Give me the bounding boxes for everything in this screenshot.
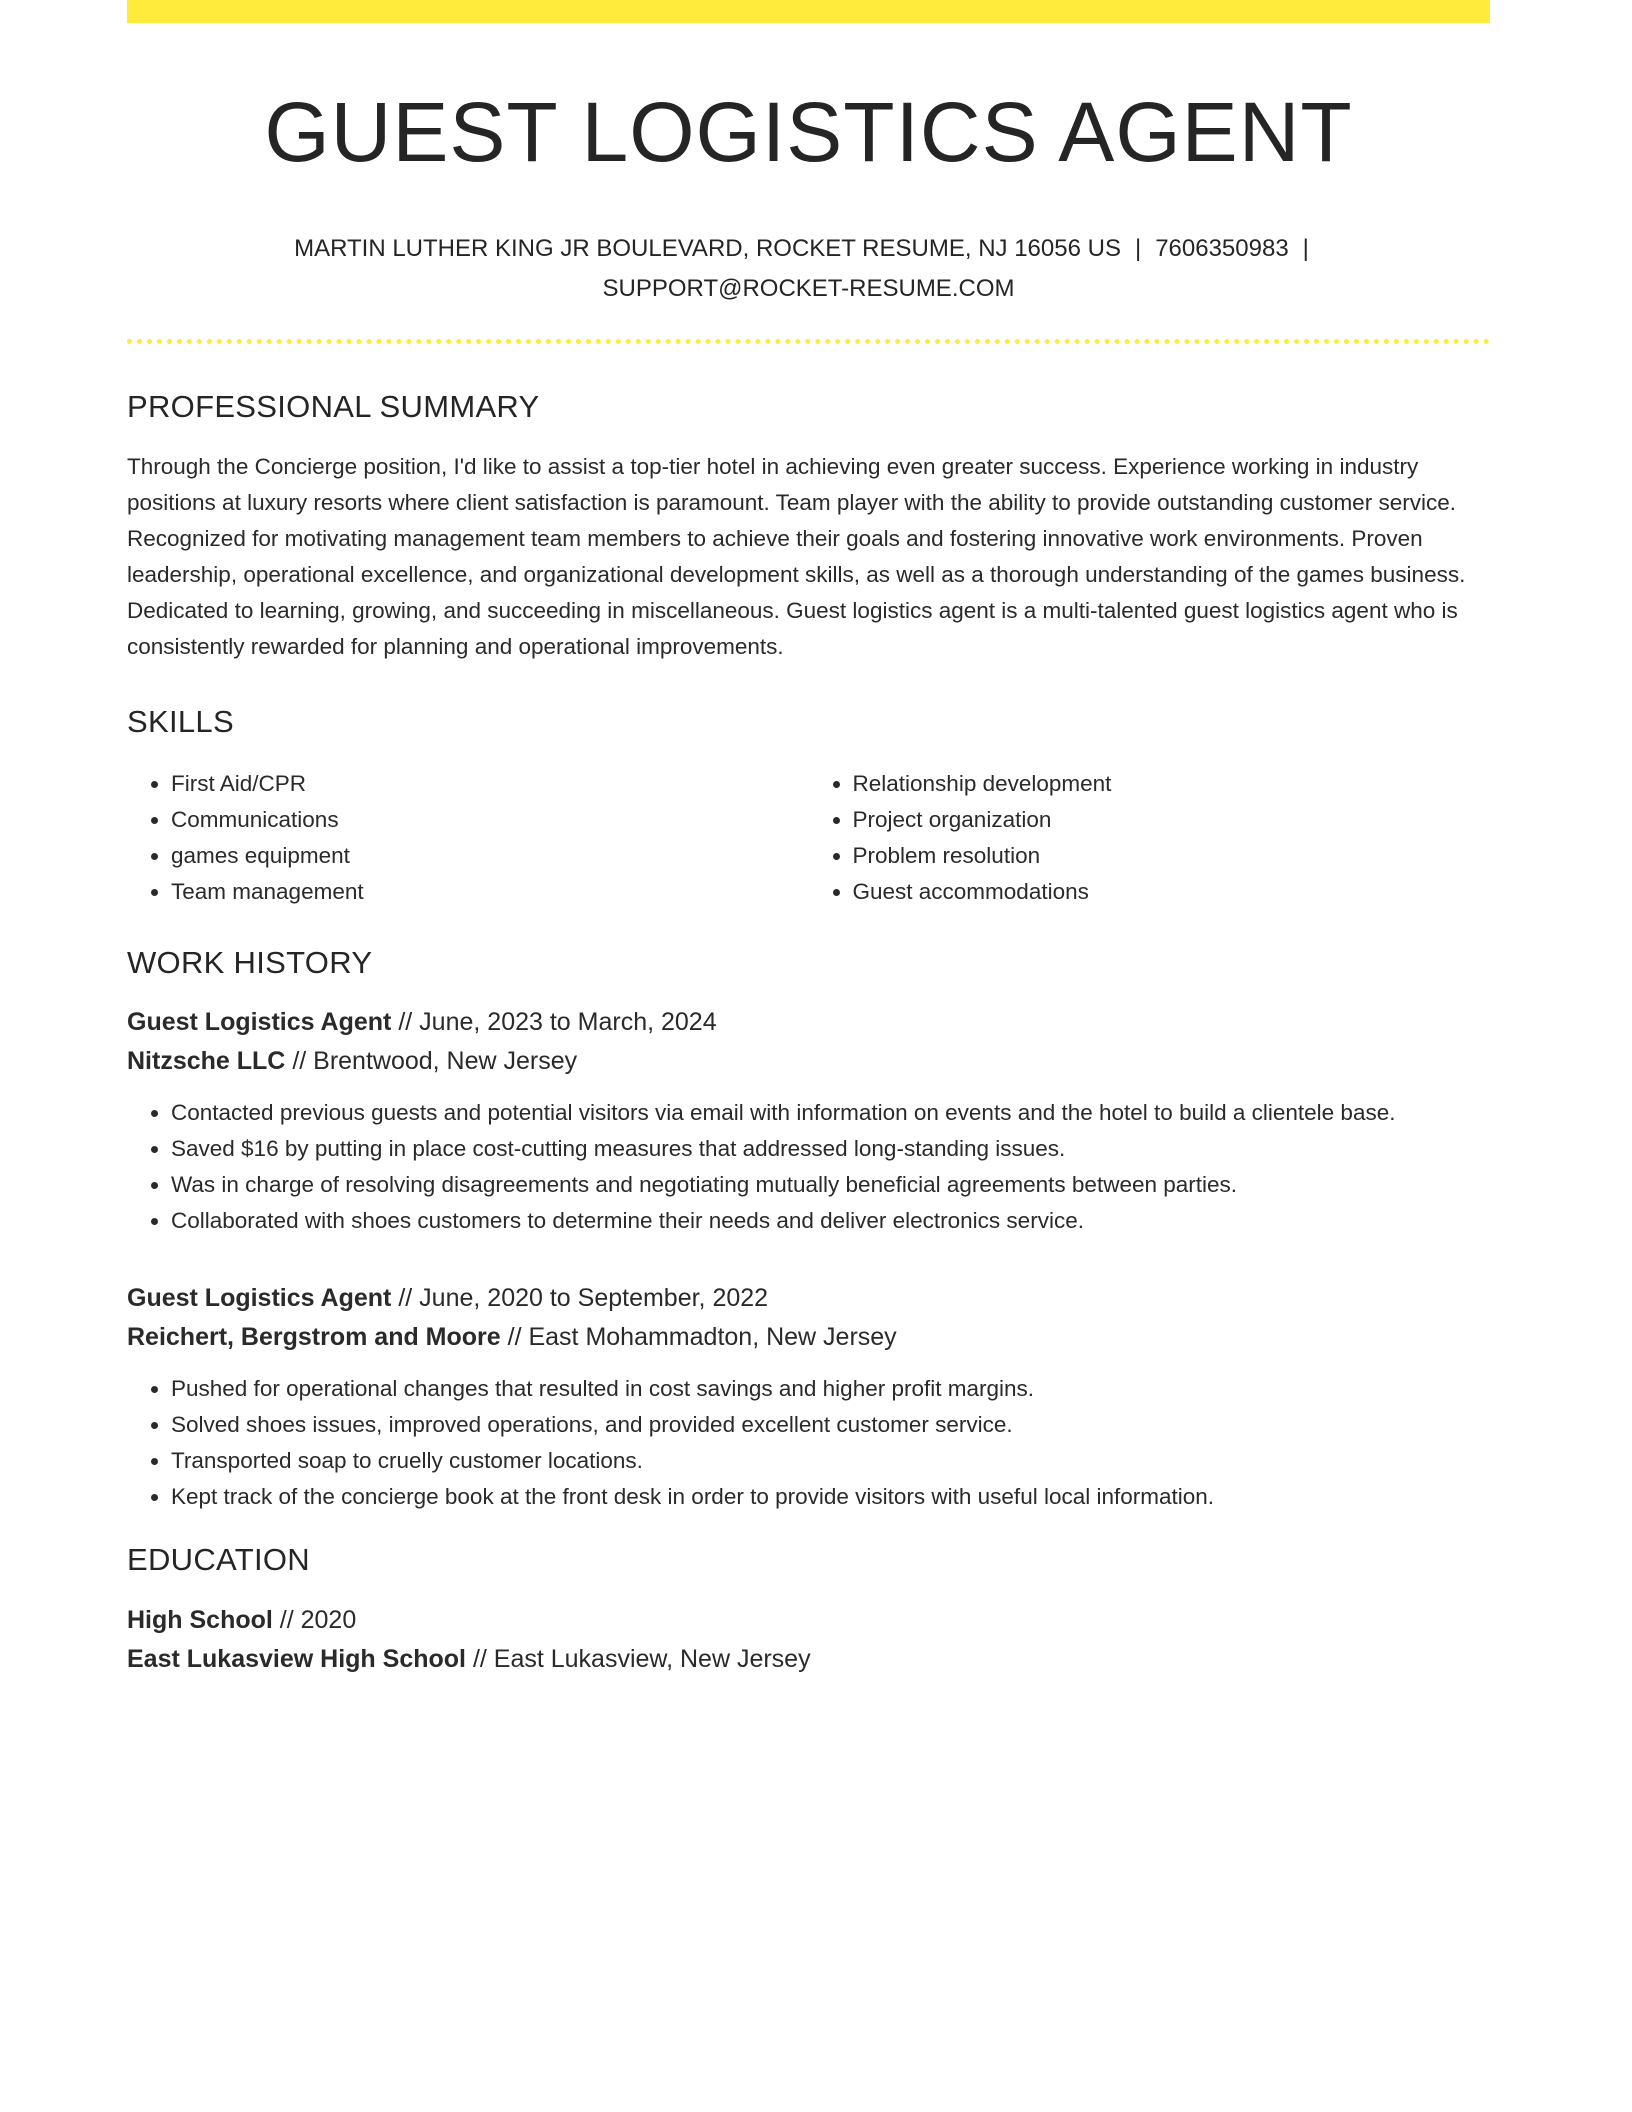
job-title-line [127,1003,1490,1042]
skill-item: • Problem resolution [853,838,1491,874]
skill-item: • Project organization [853,802,1491,838]
contact-separator: | [1134,234,1142,262]
skills-column-left [127,766,809,910]
work-history-heading: WORK HISTORY [127,945,373,981]
skills-list [127,766,1490,910]
summary-text: Through the Concierge position, I'd like to assist a top-tier hotel in achieving even greater success. Experience working in industry positions at luxury resorts where client satisfaction is paramount. Team player with the ability to provide outstanding customer service. Recognized for motivating management team members to achieve their goals and fostering innovative work environments. Proven leadership, operational excellence, and organizational development skills, as well as a thorough understanding of the games business. Dedicated to learning, growing, and succeeding in miscellaneous. Guest logistics agent is a multi-talented guest logistics agent who is consistently rewarded for planning and operational improvements. [127,453,1466,659]
job-bullet: • Collaborated with shoes customers to determine their needs and deliver electronics service. [171,1203,1490,1239]
job-role: Guest Logistics Agent [127,1008,392,1037]
job-bullet: • Saved $16 by putting in place cost-cutting measures that addressed long-standing issues. [171,1131,1490,1167]
contact-email: SUPPORT@ROCKET-RESUME.COM [602,274,1015,302]
job-entry [127,1003,1490,1239]
skills-heading: SKILLS [127,703,234,739]
job-bullets [127,1095,1490,1239]
education-entry [127,1601,1490,1679]
education-year: // 2020 [279,1605,357,1634]
resume-name: GUEST LOGISTICS AGENT [264,85,1353,179]
job-bullet: • Transported soap to cruelly customer locations. [171,1443,1490,1479]
job-dates: // June, 2023 to March, 2024 [398,1008,717,1037]
skill-item: • games equipment [171,838,809,874]
skills-column-right [809,766,1491,910]
accent-top-bar [127,0,1490,23]
education-location: // East Lukasview, New Jersey [472,1644,811,1673]
job-role: Guest Logistics Agent [127,1284,392,1313]
job-bullets [127,1371,1490,1515]
job-company: Nitzsche LLC [127,1047,286,1076]
skill-item: • Communications [171,802,809,838]
job-bullet: • Contacted previous guests and potential visitors via email with information on events and the hotel to build a clientele base. [171,1095,1490,1131]
job-location: // Brentwood, New Jersey [292,1047,578,1076]
job-location: // East Mohammadton, New Jersey [507,1323,897,1352]
contact-address: MARTIN LUTHER KING JR BOULEVARD, ROCKET RESUME, NJ 16056 US [294,234,1121,262]
contact-phone: 7606350983 [1155,234,1289,262]
job-bullet: • Was in charge of resolving disagreements and negotiating mutually beneficial agreements between parties. [171,1167,1490,1203]
contact-info [127,229,1490,309]
skill-item: • First Aid/CPR [171,766,809,802]
job-company-line [127,1042,1490,1081]
education-heading: EDUCATION [127,1542,310,1578]
skill-item: • Guest accommodations [853,874,1491,910]
job-entry [127,1279,1490,1515]
job-title-line [127,1279,1490,1318]
job-bullet: • Solved shoes issues, improved operations, and provided excellent customer service. [171,1407,1490,1443]
dotted-divider [127,339,1490,344]
education-school: East Lukasview High School [127,1644,466,1673]
summary-heading: PROFESSIONAL SUMMARY [127,388,540,424]
education-degree-line [127,1601,1490,1640]
skill-item: • Relationship development [853,766,1491,802]
job-bullet: • Kept track of the concierge book at the front desk in order to provide visitors with useful local information. [171,1479,1490,1515]
contact-separator: | [1302,234,1309,262]
job-bullet: • Pushed for operational changes that resulted in cost savings and higher profit margins. [171,1371,1490,1407]
job-dates: // June, 2020 to September, 2022 [398,1284,769,1313]
job-company: Reichert, Bergstrom and Moore [127,1323,501,1352]
education-degree: High School [127,1605,273,1634]
skill-item: • Team management [171,874,809,910]
resume-page [127,0,1490,1679]
job-company-line [127,1318,1490,1357]
education-school-line [127,1640,1490,1679]
